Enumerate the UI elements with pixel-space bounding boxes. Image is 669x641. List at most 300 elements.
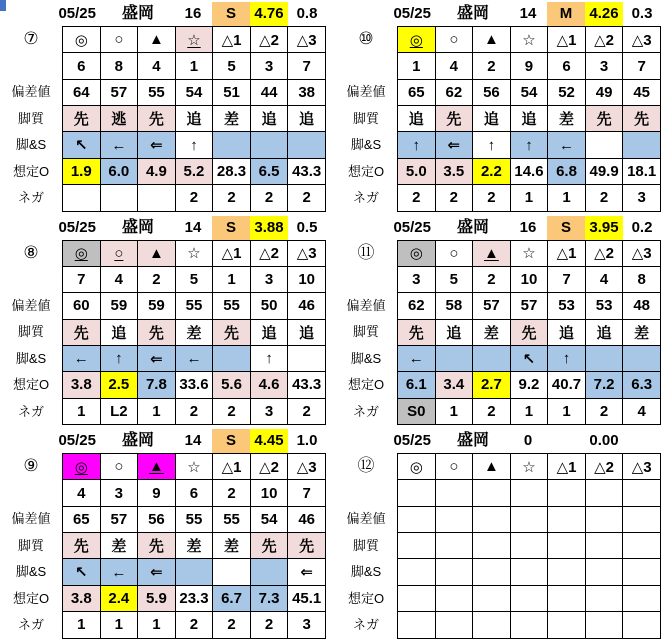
kyakushitsu-cell[interactable]: 追 <box>510 106 548 132</box>
ashi_s-cell[interactable] <box>213 559 251 585</box>
hensachi-cell[interactable] <box>473 506 511 532</box>
kyakushitsu-cell[interactable] <box>548 533 586 559</box>
marks-cell[interactable]: ◎ <box>63 240 101 266</box>
numbers-cell[interactable]: 4 <box>63 480 101 506</box>
soutei_o-cell[interactable]: 33.6 <box>175 372 213 398</box>
nega-cell[interactable]: 2 <box>398 185 436 211</box>
hensachi-cell[interactable]: 55 <box>175 506 213 532</box>
hensachi-cell[interactable] <box>585 506 623 532</box>
nega-cell[interactable]: 2 <box>175 398 213 424</box>
ashi_s-cell[interactable] <box>175 559 213 585</box>
hensachi-cell[interactable]: 38 <box>288 79 326 105</box>
row-label-numbers <box>335 266 397 293</box>
numbers-cell[interactable]: 7 <box>623 53 661 79</box>
soutei_o-cell[interactable] <box>623 585 661 611</box>
marks-cell[interactable]: ☆ <box>175 27 213 53</box>
ashi_s-cell[interactable]: ↑ <box>100 345 138 371</box>
nega-cell[interactable] <box>435 612 473 638</box>
soutei_o-cell[interactable]: 5.2 <box>175 158 213 184</box>
marks-cell[interactable]: ☆ <box>175 240 213 266</box>
hensachi-cell[interactable]: 54 <box>175 79 213 105</box>
soutei_o-cell[interactable]: 4.6 <box>250 372 288 398</box>
numbers-cell[interactable]: 10 <box>510 266 548 292</box>
ashi_s-cell[interactable] <box>623 345 661 371</box>
marks-cell[interactable]: △2 <box>585 27 623 53</box>
nega-cell[interactable] <box>623 612 661 638</box>
kyakushitsu-cell[interactable]: 差 <box>100 533 138 559</box>
kyakushitsu-cell[interactable]: 追 <box>435 319 473 345</box>
numbers-cell[interactable]: 10 <box>288 266 326 292</box>
nega-cell[interactable] <box>398 612 436 638</box>
nega-cell[interactable]: 2 <box>175 612 213 638</box>
nega-cell[interactable]: 2 <box>585 185 623 211</box>
soutei_o-cell[interactable]: 14.6 <box>510 158 548 184</box>
ashi_s-cell[interactable]: ↖ <box>510 345 548 371</box>
kyakushitsu-cell[interactable]: 先 <box>63 533 101 559</box>
hensachi-cell[interactable]: 45 <box>623 79 661 105</box>
ashi_s-cell[interactable] <box>213 345 251 371</box>
kyakushitsu-cell[interactable]: 先 <box>138 106 176 132</box>
nega-cell[interactable]: 2 <box>213 612 251 638</box>
hensachi-cell[interactable]: 54 <box>510 79 548 105</box>
kyakushitsu-cell[interactable]: 追 <box>100 319 138 345</box>
soutei_o-cell[interactable]: 45.1 <box>288 585 326 611</box>
numbers-cell[interactable]: 3 <box>398 266 436 292</box>
ashi_s-cell[interactable]: ← <box>175 345 213 371</box>
ashi_s-cell[interactable]: ← <box>100 559 138 585</box>
hensachi-cell[interactable]: 65 <box>63 506 101 532</box>
numbers-cell[interactable]: 6 <box>63 53 101 79</box>
hensachi-cell[interactable]: 65 <box>398 79 436 105</box>
nega-cell[interactable]: 2 <box>250 612 288 638</box>
marks-cell[interactable]: ○ <box>100 27 138 53</box>
marks-cell[interactable]: ◎ <box>63 454 101 480</box>
marks-cell[interactable]: △1 <box>548 240 586 266</box>
soutei_o-cell[interactable]: 5.9 <box>138 585 176 611</box>
nega-cell[interactable]: 1 <box>435 398 473 424</box>
ashi_s-cell[interactable] <box>213 132 251 158</box>
numbers-cell[interactable]: 2 <box>138 266 176 292</box>
hensachi-cell[interactable]: 58 <box>435 293 473 319</box>
kyakushitsu-cell[interactable]: 逃 <box>100 106 138 132</box>
numbers-cell[interactable] <box>398 480 436 506</box>
kyakushitsu-cell[interactable]: 追 <box>250 106 288 132</box>
hensachi-cell[interactable]: 55 <box>138 79 176 105</box>
marks-cell[interactable]: ▲ <box>138 240 176 266</box>
marks-cell[interactable]: △3 <box>623 454 661 480</box>
soutei_o-cell[interactable]: 23.3 <box>175 585 213 611</box>
race-count: 16 <box>184 5 202 22</box>
numbers-cell[interactable]: 7 <box>63 266 101 292</box>
soutei_o-cell[interactable]: 6.7 <box>213 585 251 611</box>
soutei_o-cell[interactable]: 5.6 <box>213 372 251 398</box>
marks-cell[interactable]: ☆ <box>175 454 213 480</box>
nega-cell[interactable]: S0 <box>398 398 436 424</box>
soutei_o-cell[interactable] <box>548 585 586 611</box>
kyakushitsu-cell[interactable]: 先 <box>435 106 473 132</box>
hensachi-cell[interactable]: 56 <box>473 79 511 105</box>
hensachi-cell[interactable] <box>548 506 586 532</box>
soutei_o-cell[interactable]: 18.1 <box>623 158 661 184</box>
ashi_s-cell[interactable]: ← <box>63 345 101 371</box>
soutei_o-cell[interactable]: 6.1 <box>398 372 436 398</box>
kyakushitsu-cell[interactable]: 差 <box>473 319 511 345</box>
soutei_o-cell[interactable] <box>473 585 511 611</box>
marks-cell[interactable]: ◎ <box>398 454 436 480</box>
soutei_o-cell[interactable]: 6.8 <box>548 158 586 184</box>
hensachi-cell[interactable]: 55 <box>213 506 251 532</box>
nega-cell[interactable]: 1 <box>138 612 176 638</box>
soutei_o-cell[interactable]: 3.8 <box>63 585 101 611</box>
hensachi-cell[interactable]: 44 <box>250 79 288 105</box>
hensachi-cell[interactable]: 55 <box>213 293 251 319</box>
kyakushitsu-cell[interactable]: 先 <box>138 319 176 345</box>
ashi_s-cell[interactable]: ⇐ <box>288 559 326 585</box>
soutei_o-cell[interactable]: 2.2 <box>473 158 511 184</box>
ashi_s-cell[interactable] <box>510 559 548 585</box>
marks-cell[interactable]: ○ <box>435 454 473 480</box>
kyakushitsu-cell[interactable]: 先 <box>288 533 326 559</box>
ashi_s-cell[interactable]: ↑ <box>398 132 436 158</box>
kyakushitsu-cell[interactable] <box>623 533 661 559</box>
soutei_o-cell[interactable]: 3.4 <box>435 372 473 398</box>
numbers-cell[interactable]: 2 <box>473 266 511 292</box>
marks-cell[interactable]: △2 <box>250 27 288 53</box>
kyakushitsu-cell[interactable]: 追 <box>288 106 326 132</box>
ashi_s-cell[interactable]: ↖ <box>63 132 101 158</box>
nega-cell[interactable]: 1 <box>548 185 586 211</box>
ashi_s-cell[interactable] <box>250 559 288 585</box>
ashi_s-cell[interactable] <box>585 559 623 585</box>
kyakushitsu-cell[interactable]: 追 <box>288 319 326 345</box>
marks-cell[interactable]: ○ <box>435 240 473 266</box>
marks-cell[interactable]: △3 <box>623 240 661 266</box>
numbers-cell[interactable]: 4 <box>435 53 473 79</box>
soutei_o-cell[interactable]: 7.8 <box>138 372 176 398</box>
marks-cell[interactable]: ☆ <box>510 240 548 266</box>
hensachi-cell[interactable]: 53 <box>548 293 586 319</box>
hensachi-cell[interactable]: 57 <box>100 506 138 532</box>
ashi_s-cell[interactable]: ↑ <box>175 132 213 158</box>
soutei_o-cell[interactable]: 3.8 <box>63 372 101 398</box>
soutei_o-cell[interactable]: 6.3 <box>623 372 661 398</box>
soutei_o-cell[interactable]: 40.7 <box>548 372 586 398</box>
marks-cell[interactable]: △3 <box>288 454 326 480</box>
kyakushitsu-cell[interactable] <box>473 533 511 559</box>
ashi_s-cell[interactable] <box>585 132 623 158</box>
ashi_s-cell[interactable]: ↑ <box>510 132 548 158</box>
ashi_s-cell[interactable]: ← <box>398 345 436 371</box>
row-label-nega: ネガ <box>17 617 44 632</box>
marks-cell[interactable]: ▲ <box>138 454 176 480</box>
hensachi-cell[interactable]: 53 <box>585 293 623 319</box>
kyakushitsu-cell[interactable] <box>398 533 436 559</box>
soutei_o-cell[interactable]: 43.3 <box>288 158 326 184</box>
nega-cell[interactable]: 3 <box>623 185 661 211</box>
numbers-cell[interactable]: 7 <box>288 480 326 506</box>
ashi_s-cell[interactable]: ↑ <box>473 132 511 158</box>
nega-cell[interactable] <box>473 612 511 638</box>
race-class-badge <box>547 429 585 453</box>
numbers-cell[interactable]: 7 <box>288 53 326 79</box>
hensachi-cell[interactable]: 57 <box>510 293 548 319</box>
soutei_o-cell[interactable]: 7.2 <box>585 372 623 398</box>
numbers-cell[interactable]: 6 <box>548 53 586 79</box>
marks-cell[interactable]: ☆ <box>510 27 548 53</box>
ashi_s-cell[interactable] <box>288 132 326 158</box>
marks-cell[interactable]: △1 <box>548 27 586 53</box>
kyakushitsu-cell[interactable]: 先 <box>398 319 436 345</box>
ashi_s-cell[interactable]: ↑ <box>250 345 288 371</box>
nega-cell[interactable]: 2 <box>435 185 473 211</box>
hensachi-cell[interactable]: 46 <box>288 293 326 319</box>
marks-cell[interactable]: △3 <box>623 27 661 53</box>
hensachi-cell[interactable] <box>510 506 548 532</box>
numbers-cell[interactable] <box>548 480 586 506</box>
numbers-cell[interactable]: 9 <box>510 53 548 79</box>
nega-cell[interactable]: 2 <box>473 398 511 424</box>
marks-cell[interactable]: △2 <box>585 454 623 480</box>
numbers-cell[interactable]: 1 <box>175 53 213 79</box>
hensachi-cell[interactable]: 54 <box>250 506 288 532</box>
kyakushitsu-cell[interactable]: 先 <box>63 106 101 132</box>
marks-cell[interactable]: ○ <box>100 240 138 266</box>
marks-cell[interactable]: ☆ <box>510 454 548 480</box>
ashi_s-cell[interactable]: ← <box>548 132 586 158</box>
ashi_s-cell[interactable]: ⇐ <box>138 559 176 585</box>
kyakushitsu-cell[interactable]: 差 <box>623 319 661 345</box>
hensachi-cell[interactable]: 62 <box>435 79 473 105</box>
numbers-cell[interactable]: 5 <box>213 53 251 79</box>
kyakushitsu-cell[interactable]: 差 <box>213 533 251 559</box>
kyakushitsu-cell[interactable]: 先 <box>510 319 548 345</box>
nega-cell[interactable] <box>138 185 176 211</box>
nega-cell[interactable] <box>585 612 623 638</box>
marks-cell[interactable]: ◎ <box>63 27 101 53</box>
ashi_s-cell[interactable]: ⇐ <box>138 345 176 371</box>
kyakushitsu-cell[interactable]: 差 <box>548 106 586 132</box>
nega-cell[interactable]: 2 <box>288 398 326 424</box>
hensachi-cell[interactable]: 59 <box>100 293 138 319</box>
marks-cell[interactable]: ○ <box>435 27 473 53</box>
ashi_s-cell[interactable] <box>585 345 623 371</box>
kyakushitsu-cell[interactable]: 追 <box>175 106 213 132</box>
hensachi-cell[interactable]: 56 <box>138 506 176 532</box>
nega-cell[interactable]: L2 <box>100 398 138 424</box>
soutei_o-cell[interactable]: 28.3 <box>213 158 251 184</box>
kyakushitsu-cell[interactable] <box>435 533 473 559</box>
kyakushitsu-cell[interactable]: 先 <box>250 533 288 559</box>
odds-diff-value: 0.8 <box>296 5 318 22</box>
nega-cell[interactable]: 1 <box>548 398 586 424</box>
ashi_s-cell[interactable]: ↖ <box>63 559 101 585</box>
nega-cell[interactable]: 1 <box>510 398 548 424</box>
ashi_s-cell[interactable]: ↑ <box>548 345 586 371</box>
soutei_o-cell[interactable] <box>585 585 623 611</box>
marks-cell[interactable]: ▲ <box>473 27 511 53</box>
ashi_s-cell[interactable] <box>250 132 288 158</box>
marks-cell[interactable]: ▲ <box>138 27 176 53</box>
kyakushitsu-cell[interactable]: 追 <box>473 106 511 132</box>
hensachi-cell[interactable]: 52 <box>548 79 586 105</box>
soutei_o-cell[interactable]: 4.9 <box>138 158 176 184</box>
kyakushitsu-cell[interactable]: 追 <box>585 319 623 345</box>
marks-cell[interactable]: △1 <box>213 240 251 266</box>
numbers-cell[interactable]: 8 <box>100 53 138 79</box>
row-nega <box>63 398 326 424</box>
marks-cell[interactable]: ○ <box>100 454 138 480</box>
hensachi-cell[interactable] <box>623 506 661 532</box>
numbers-cell[interactable]: 3 <box>250 266 288 292</box>
kyakushitsu-cell[interactable] <box>585 533 623 559</box>
nega-cell[interactable] <box>100 185 138 211</box>
kyakushitsu-cell[interactable]: 追 <box>250 319 288 345</box>
numbers-cell[interactable]: 8 <box>623 266 661 292</box>
numbers-cell[interactable] <box>473 480 511 506</box>
hensachi-cell[interactable]: 50 <box>250 293 288 319</box>
nega-cell[interactable] <box>510 612 548 638</box>
numbers-cell[interactable]: 5 <box>435 266 473 292</box>
nega-cell[interactable] <box>63 185 101 211</box>
numbers-cell[interactable]: 1 <box>398 53 436 79</box>
numbers-cell[interactable]: 3 <box>250 53 288 79</box>
nega-cell[interactable]: 3 <box>288 612 326 638</box>
nega-cell[interactable]: 2 <box>213 185 251 211</box>
hensachi-cell[interactable]: 57 <box>473 293 511 319</box>
hensachi-cell[interactable]: 51 <box>213 79 251 105</box>
kyakushitsu-cell[interactable]: 先 <box>138 533 176 559</box>
soutei_o-cell[interactable]: 2.4 <box>100 585 138 611</box>
marks-cell[interactable]: △3 <box>288 27 326 53</box>
numbers-cell[interactable]: 1 <box>213 266 251 292</box>
nega-cell[interactable]: 2 <box>250 185 288 211</box>
nega-cell[interactable]: 1 <box>510 185 548 211</box>
marks-cell[interactable]: ◎ <box>398 27 436 53</box>
kyakushitsu-cell[interactable]: 差 <box>175 319 213 345</box>
hensachi-cell[interactable]: 60 <box>63 293 101 319</box>
ashi_s-cell[interactable]: ⇐ <box>138 132 176 158</box>
hensachi-cell[interactable]: 57 <box>100 79 138 105</box>
numbers-cell[interactable] <box>435 480 473 506</box>
numbers-cell[interactable] <box>510 480 548 506</box>
numbers-cell[interactable]: 6 <box>175 480 213 506</box>
marks-cell[interactable]: △1 <box>548 454 586 480</box>
soutei_o-cell[interactable]: 5.0 <box>398 158 436 184</box>
soutei_o-cell[interactable]: 43.3 <box>288 372 326 398</box>
numbers-cell[interactable]: 4 <box>100 266 138 292</box>
ashi_s-cell[interactable]: ← <box>100 132 138 158</box>
hensachi-cell[interactable]: 64 <box>63 79 101 105</box>
soutei_o-cell[interactable] <box>398 585 436 611</box>
marks-cell[interactable]: △1 <box>213 27 251 53</box>
nega-cell[interactable]: 1 <box>63 612 101 638</box>
nega-cell[interactable]: 1 <box>100 612 138 638</box>
nega-cell[interactable] <box>548 612 586 638</box>
soutei_o-cell[interactable]: 1.9 <box>63 158 101 184</box>
nega-cell[interactable]: 2 <box>175 185 213 211</box>
numbers-cell[interactable]: 7 <box>548 266 586 292</box>
hensachi-cell[interactable]: 62 <box>398 293 436 319</box>
kyakushitsu-cell[interactable]: 先 <box>213 319 251 345</box>
kyakushitsu-cell[interactable]: 先 <box>63 319 101 345</box>
nega-cell[interactable]: 4 <box>623 398 661 424</box>
hensachi-cell[interactable]: 49 <box>585 79 623 105</box>
hensachi-cell[interactable]: 55 <box>175 293 213 319</box>
kyakushitsu-cell[interactable]: 差 <box>175 533 213 559</box>
kyakushitsu-cell[interactable]: 先 <box>585 106 623 132</box>
hensachi-cell[interactable] <box>398 506 436 532</box>
soutei_o-cell[interactable]: 2.7 <box>473 372 511 398</box>
marks-cell[interactable]: ▲ <box>473 240 511 266</box>
ashi_s-cell[interactable] <box>473 345 511 371</box>
numbers-cell[interactable] <box>585 480 623 506</box>
ashi_s-cell[interactable] <box>473 559 511 585</box>
hensachi-cell[interactable]: 59 <box>138 293 176 319</box>
numbers-cell[interactable]: 9 <box>138 480 176 506</box>
marks-cell[interactable]: △1 <box>213 454 251 480</box>
kyakushitsu-cell[interactable]: 追 <box>398 106 436 132</box>
soutei_o-cell[interactable]: 7.3 <box>250 585 288 611</box>
kyakushitsu-cell[interactable]: 先 <box>623 106 661 132</box>
numbers-cell[interactable]: 3 <box>100 480 138 506</box>
marks-cell[interactable]: △3 <box>288 240 326 266</box>
nega-cell[interactable]: 1 <box>138 398 176 424</box>
marks-cell[interactable]: △2 <box>250 454 288 480</box>
kyakushitsu-cell[interactable]: 差 <box>213 106 251 132</box>
ashi_s-cell[interactable] <box>435 345 473 371</box>
numbers-cell[interactable]: 2 <box>473 53 511 79</box>
kyakushitsu-cell[interactable] <box>510 533 548 559</box>
hensachi-cell[interactable]: 48 <box>623 293 661 319</box>
numbers-cell[interactable]: 3 <box>585 53 623 79</box>
numbers-cell[interactable] <box>623 480 661 506</box>
nega-cell[interactable]: 1 <box>63 398 101 424</box>
ashi_s-cell[interactable] <box>288 345 326 371</box>
marks-cell[interactable]: △2 <box>250 240 288 266</box>
kyakushitsu-cell[interactable]: 追 <box>548 319 586 345</box>
hensachi-cell[interactable] <box>435 506 473 532</box>
soutei_o-cell[interactable]: 3.5 <box>435 158 473 184</box>
ashi_s-cell[interactable] <box>548 559 586 585</box>
soutei_o-cell[interactable] <box>510 585 548 611</box>
nega-cell[interactable]: 2 <box>213 398 251 424</box>
nega-cell[interactable]: 2 <box>473 185 511 211</box>
nega-cell[interactable]: 2 <box>585 398 623 424</box>
marks-cell[interactable]: ▲ <box>473 454 511 480</box>
soutei_o-cell[interactable]: 6.0 <box>100 158 138 184</box>
hensachi-cell[interactable]: 46 <box>288 506 326 532</box>
soutei_o-cell[interactable]: 6.5 <box>250 158 288 184</box>
soutei_o-cell[interactable]: 49.9 <box>585 158 623 184</box>
marks-cell[interactable]: △2 <box>585 240 623 266</box>
nega-cell[interactable]: 3 <box>250 398 288 424</box>
soutei_o-cell[interactable]: 9.2 <box>510 372 548 398</box>
numbers-cell[interactable]: 5 <box>175 266 213 292</box>
soutei_o-cell[interactable] <box>435 585 473 611</box>
numbers-cell[interactable]: 2 <box>213 480 251 506</box>
soutei_o-cell[interactable]: 2.5 <box>100 372 138 398</box>
ashi_s-cell[interactable] <box>623 559 661 585</box>
nega-cell[interactable]: 2 <box>288 185 326 211</box>
numbers-cell[interactable]: 10 <box>250 480 288 506</box>
ashi_s-cell[interactable] <box>398 559 436 585</box>
numbers-cell[interactable]: 4 <box>138 53 176 79</box>
ashi_s-cell[interactable] <box>435 559 473 585</box>
ashi_s-cell[interactable] <box>623 132 661 158</box>
marks-cell[interactable]: ◎ <box>398 240 436 266</box>
ashi_s-cell[interactable]: ⇐ <box>435 132 473 158</box>
numbers-cell[interactable]: 4 <box>585 266 623 292</box>
